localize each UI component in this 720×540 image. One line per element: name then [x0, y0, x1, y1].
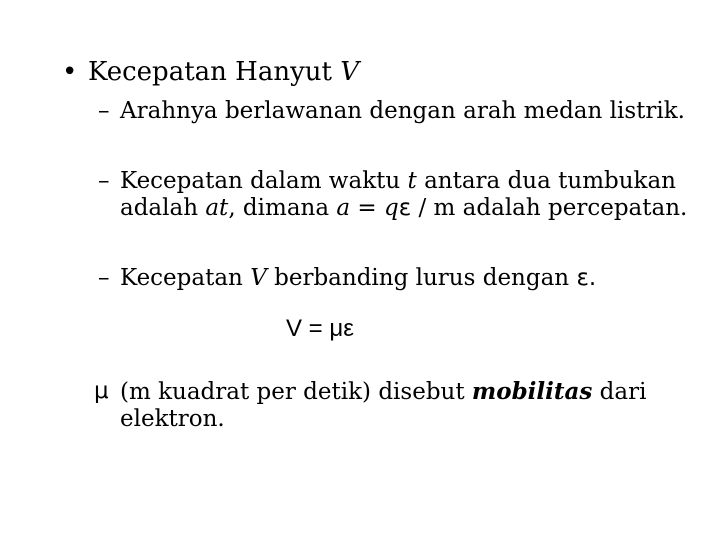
epsilon-symbol: ε	[398, 195, 412, 221]
equals: =	[350, 195, 384, 221]
text-run: , dimana	[228, 195, 337, 221]
var-a: a	[336, 195, 351, 221]
text-run: berbanding lurus dengan	[266, 265, 577, 291]
sub-item-text	[98, 168, 688, 222]
mu-symbol: μ	[94, 378, 109, 404]
var-at: at	[205, 195, 229, 221]
text-run: Kecepatan	[120, 265, 251, 291]
sub-item-direction	[98, 98, 688, 125]
mobility-definition	[94, 378, 694, 433]
dash-marker: –	[98, 265, 110, 291]
text-run: / m	[411, 195, 456, 221]
mobility-text	[94, 378, 694, 433]
dash-marker: –	[98, 98, 110, 124]
text-run: dari elektron.	[120, 379, 647, 432]
sub-item-text	[98, 265, 688, 292]
bullet-marker: •	[62, 57, 78, 87]
sub-item-text: Arahnya berlawanan dengan arah medan listrik.	[120, 98, 685, 124]
bullet-variable: V	[340, 57, 360, 87]
var-t: t	[407, 168, 417, 194]
main-bullet	[62, 56, 359, 88]
text-run: Kecepatan dalam waktu	[120, 168, 408, 194]
sub-item-velocity	[98, 168, 688, 222]
epsilon-symbol: ε.	[576, 265, 597, 291]
text-run: (m kuadrat per detik) disebut	[120, 379, 472, 405]
text-run: adalah percepatan.	[455, 195, 688, 221]
bullet-text: Kecepatan Hanyut	[88, 57, 341, 87]
dash-marker: –	[98, 168, 110, 194]
var-q: q	[384, 195, 399, 221]
text-run: antara dua tumbukan adalah	[120, 168, 676, 221]
mobility-term: mobilitas	[471, 378, 593, 405]
var-v: V	[250, 265, 267, 291]
formula: V = με	[286, 315, 354, 342]
sub-item-proportional	[98, 265, 688, 292]
